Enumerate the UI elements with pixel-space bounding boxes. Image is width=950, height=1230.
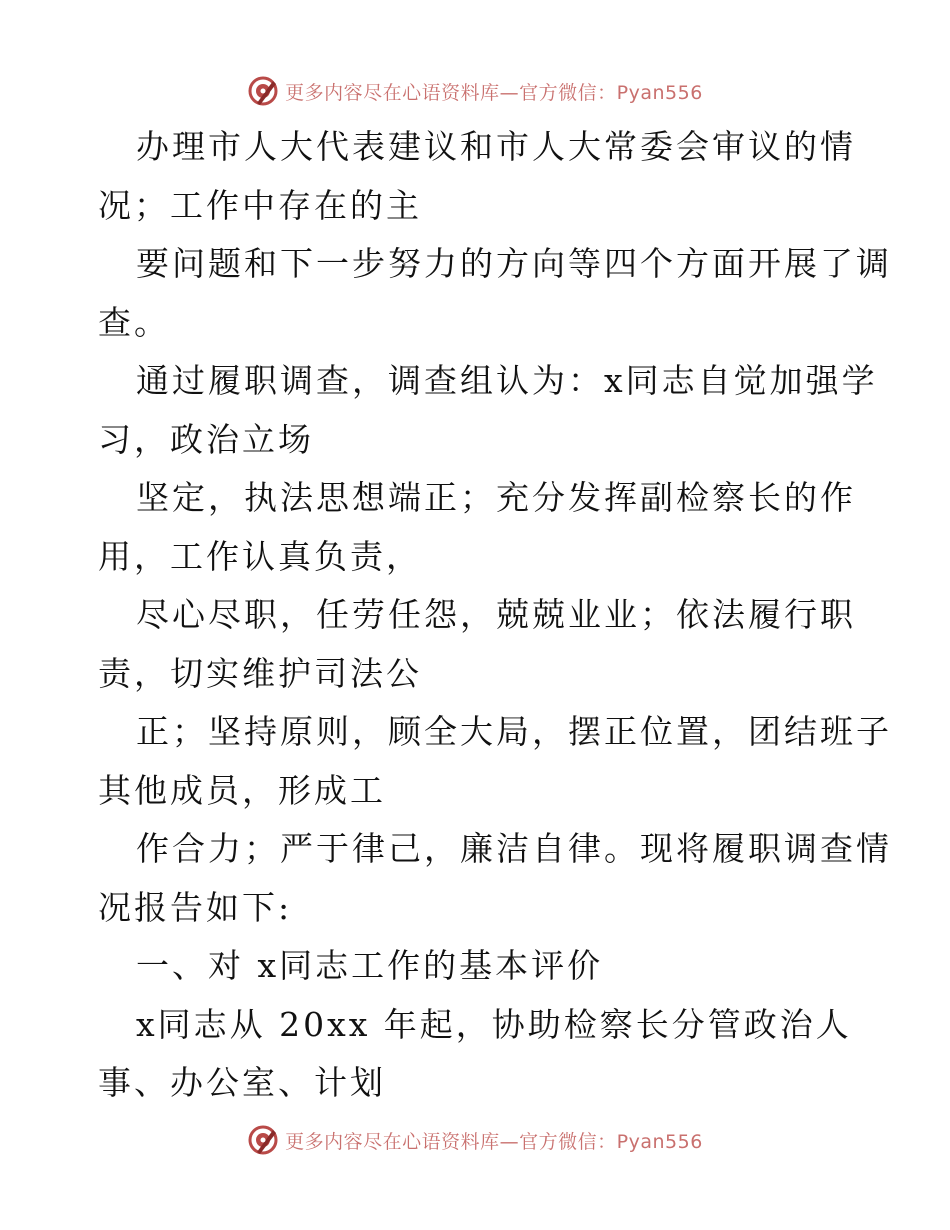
text-line: x同志从 20xx 年起，协助检察长分管政治人 bbox=[136, 1004, 852, 1044]
text-line: 况；工作中存在的主 bbox=[98, 185, 422, 225]
text-line: 作合力；严于律己，廉洁自律。现将履职调查情 bbox=[136, 829, 892, 868]
text-line: 其他成员，形成工 bbox=[98, 770, 386, 810]
text-line: 习，政治立场 bbox=[98, 419, 314, 459]
header-watermark bbox=[0, 71, 950, 111]
watermark-text: 更多内容尽在心语资料库—官方微信：Pyan556 bbox=[285, 81, 703, 104]
text-line: 况报告如下: bbox=[98, 887, 293, 927]
watermark-text: 更多内容尽在心语资料库—官方微信：Pyan556 bbox=[285, 1130, 703, 1153]
text-line: 责，切实维护司法公 bbox=[98, 653, 422, 693]
pen-logo-icon bbox=[247, 1124, 279, 1156]
text-line: 通过履职调查，调查组认为：x同志自觉加强学 bbox=[136, 361, 878, 400]
footer-watermark bbox=[0, 1120, 950, 1160]
pen-logo-icon bbox=[247, 75, 279, 107]
text-line: 办理市人大代表建议和市人大常委会审议的情 bbox=[136, 127, 856, 166]
text-line: 用，工作认真负责， bbox=[98, 536, 422, 576]
text-line: 事、办公室、计划 bbox=[98, 1063, 386, 1102]
text-line: 正；坚持原则，顾全大局，摆正位置，团结班子 bbox=[136, 712, 892, 751]
text-line: 尽心尽职，任劳任怨，兢兢业业；依法履行职 bbox=[136, 595, 856, 634]
text-line: 一、对 x同志工作的基本评价 bbox=[136, 946, 604, 985]
text-line: 要问题和下一步努力的方向等四个方面开展了调 bbox=[136, 244, 892, 283]
document-body bbox=[98, 118, 892, 1113]
text-line: 坚定，执法思想端正；充分发挥副检察长的作 bbox=[136, 478, 856, 517]
text-line: 查。 bbox=[98, 302, 170, 342]
